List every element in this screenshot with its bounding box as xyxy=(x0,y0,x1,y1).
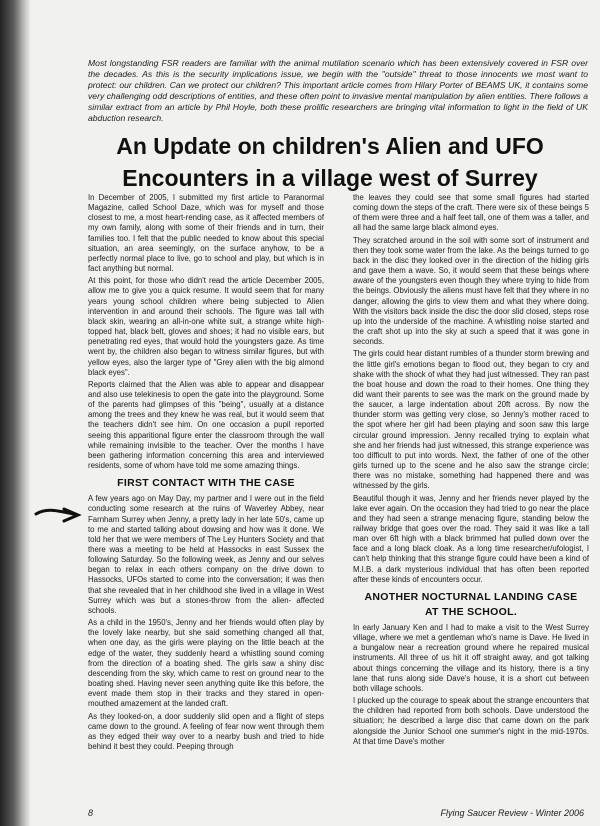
paragraph: I plucked up the courage to speak about the strange encounters that the children had reported from both schools. Dave understood the situation; he described a large disc that came down on the park alongside the Junior School one summer's night in the mid-1970s. At that time Dave's mother xyxy=(353,696,589,746)
paragraph: Reports claimed that the Alien was able to appear and disappear and also use telekinesis to open the gate into the playground. Some of the parents had glimpses of this "being", usually at a distance among the trees and they knew he was real, but it would seem that the teachers didn't see him. On one occasion a pupil reported seeing this apparitional figure enter the classroom through the wall while remaining invisible to the teacher. Over the months I have been gathering information concerning this area and interviewed residents, some of whom have told me some amazing things. xyxy=(88,379,324,471)
paragraph: As they looked-on, a door suddenly slid open and a flight of steps came down to the ground. A feeling of fear now went through them as they edged their way over to a nearby bush and tried to hide behind it best they could. Peeping through xyxy=(88,711,324,751)
paragraph: As a child in the 1950's, Jenny and her friends would often play by the lovely lake nearby, but she said something changed all that, when one day, as the girls were playing on the little beach at the edge of the water, they suddenly heard a whistling sound coming from the direction of a boating shed. The girls saw a shiny disc descending from the sky, which came to rest on ground near to the boating shed. Having never seen anything quite like this before, the event made them stop in their tracks and they stared in open-mouthed amazement at the landed craft. xyxy=(88,618,324,709)
paragraph: In December of 2005, I submitted my first article to Paranormal Magazine, called School Daze, which was for myself and those closest to me, a most heart-rending case, as it affected members of my own family, along with some of their friends and in turn, their families too. I felt that the public needed to know about this special situation, an area seemingly, on the surface anyhow, to be a perfectly normal place to live, go to school and play, but which is in fact anything but normal. xyxy=(88,193,324,274)
left-column xyxy=(88,193,324,793)
article-title xyxy=(60,130,600,194)
section-heading-line-1: ANOTHER NOCTURNAL LANDING CASE xyxy=(364,590,578,603)
section-heading xyxy=(353,590,589,620)
paragraph: The girls could hear distant rumbles of a thunder storm brewing and the little girl's emotions began to flood out, they began to cry and shake with the shock of what they had just witnessed. They ran past the boat house and down the road to their homes. One thing they did want their parents to see was the mark on the ground made by the saucer, a large indentation about 20ft across. By now the thunder storm was getting very close, so Jenny's mother raced to the spot where her girl had been playing and soon saw this large circular ground impression. Jenny recalled trying to explain what she and her friends had just witnessed, this strange experience was too difficult to put into words. Next, the father of one of the other girls turned up to the scene and he also saw the strange circle; there was no mistake, something had happened there and was witnessed by the girls. xyxy=(353,349,589,491)
binding-shadow xyxy=(0,0,30,826)
title-line-2: Encounters in a village west of Surrey xyxy=(122,165,538,191)
right-column xyxy=(353,193,589,793)
paragraph: They scratched around in the soil with some sort of instrument and then they took some water from the lake. As the beings turned to go back in the disc they looked over in the direction of the hiding girls and gave them a wave. So, it would seem that these beings where aware of the youngsters even though they where trying to hide from the beings. Obviously the aliens must have felt that they where in no danger, allowing the girls to view them and what they where doing. With the visitors back inside the disc the door slid closed, steps rose up into the underside of the machine. A whistling noise started and the craft shot up into the sky at such a speed that it was gone in seconds. xyxy=(353,235,589,347)
section-heading-line-2: AT THE SCHOOL. xyxy=(424,605,518,618)
page-number: 8 xyxy=(88,808,94,818)
publication-footer: Flying Saucer Review - Winter 2006 xyxy=(440,808,584,818)
title-line-1: An Update on children's Alien and UFO xyxy=(116,133,544,159)
paragraph: At this point, for those who didn't read the article December 2005, allow me to give you a quick resume. It would seem that for many years young school children where being subjected to Alien intervention in and around their schools. The figure was tall with black skin, wearing an all-in-one white suit, a strange white high-topped hat, black belt, gloves and shoes; it had no visible ears, but penetrating red eyes, that would hold the youngsters gaze. As time went by, the children also began to witness similar figures, but with yellow eyes, also the larger type of "Grey alien with the big almond black eyes". xyxy=(88,276,324,377)
paragraph: the leaves they could see that some small figures had started coming down the steps of the craft. There were six of these beings 5 of them were three and a half feet tall, one of them was a taller, and all had the same large black almond eyes. xyxy=(353,193,589,233)
handwritten-arrow-mark xyxy=(34,500,82,530)
paragraph: In early January Ken and I had to make a visit to the West Surrey village, where we met a gentleman who's name is Dave. He lived in a bungalow near a recreation ground where he repaired musical instruments. All three of us hit it off straight away, and got talking about things concerning the village and its history, there is a tiny lane that runs along side Dave's house, it is a short cut between both village schools. xyxy=(353,622,589,693)
paragraph: A few years ago on May Day, my partner and I were out in the field conducting some research at the ruins of Waverley Abbey, near Farnham Surrey when Jenny, a pretty lady in her late 50's, came up to me and started talking about dowsing and how was it done. We told her that we were members of The Ley Hunters Society and that there was a meeting to be held at Hassocks in east Sussex the following Saturday. So the following week, as Jenny and our selves began to relax in each others company on the drive down to Hassocks, UFOs started to come into the conversation; it was then that she revealed that in her childhood she lived in a village in West Surrey which was but a stones-throw from the alien- affected schools. xyxy=(88,494,324,615)
intro-paragraph: Most longstanding FSR readers are familiar with the animal mutilation scenario which has been extensively covered in FSR over the decades. As this is the security implications issue, we begin with the "outside" threat to those innocents we most want to protect: our children. Can we protect our children? This important article comes from Hilary Porter of BEAMS UK, it contains some very challenging odd descriptions of entities, and these often point to invasive mental manipulation by alien entities. There follows a similar extract from an article by Phil Hoyle, both these prolific researchers are bringing vital information to light in the field of UK abduction research. xyxy=(88,58,588,123)
paragraph: Beautiful though it was, Jenny and her friends never played by the lake ever again. On the occasion they had tried to go near the place and they had seen a strange menacing figure, standing below the railway bridge that goes over the road. They said it was like a tall man over 6ft high with a black brimmed hat pulled down over the face and a long black cloak. As a long time researcher/ufologist, I can't help thinking that this strange figure could have been a kind of M.I.B. a dark mysterious individual that has often been reported after these kinds of encounters occur. xyxy=(353,493,589,584)
section-heading: FIRST CONTACT WITH THE CASE xyxy=(117,477,295,490)
